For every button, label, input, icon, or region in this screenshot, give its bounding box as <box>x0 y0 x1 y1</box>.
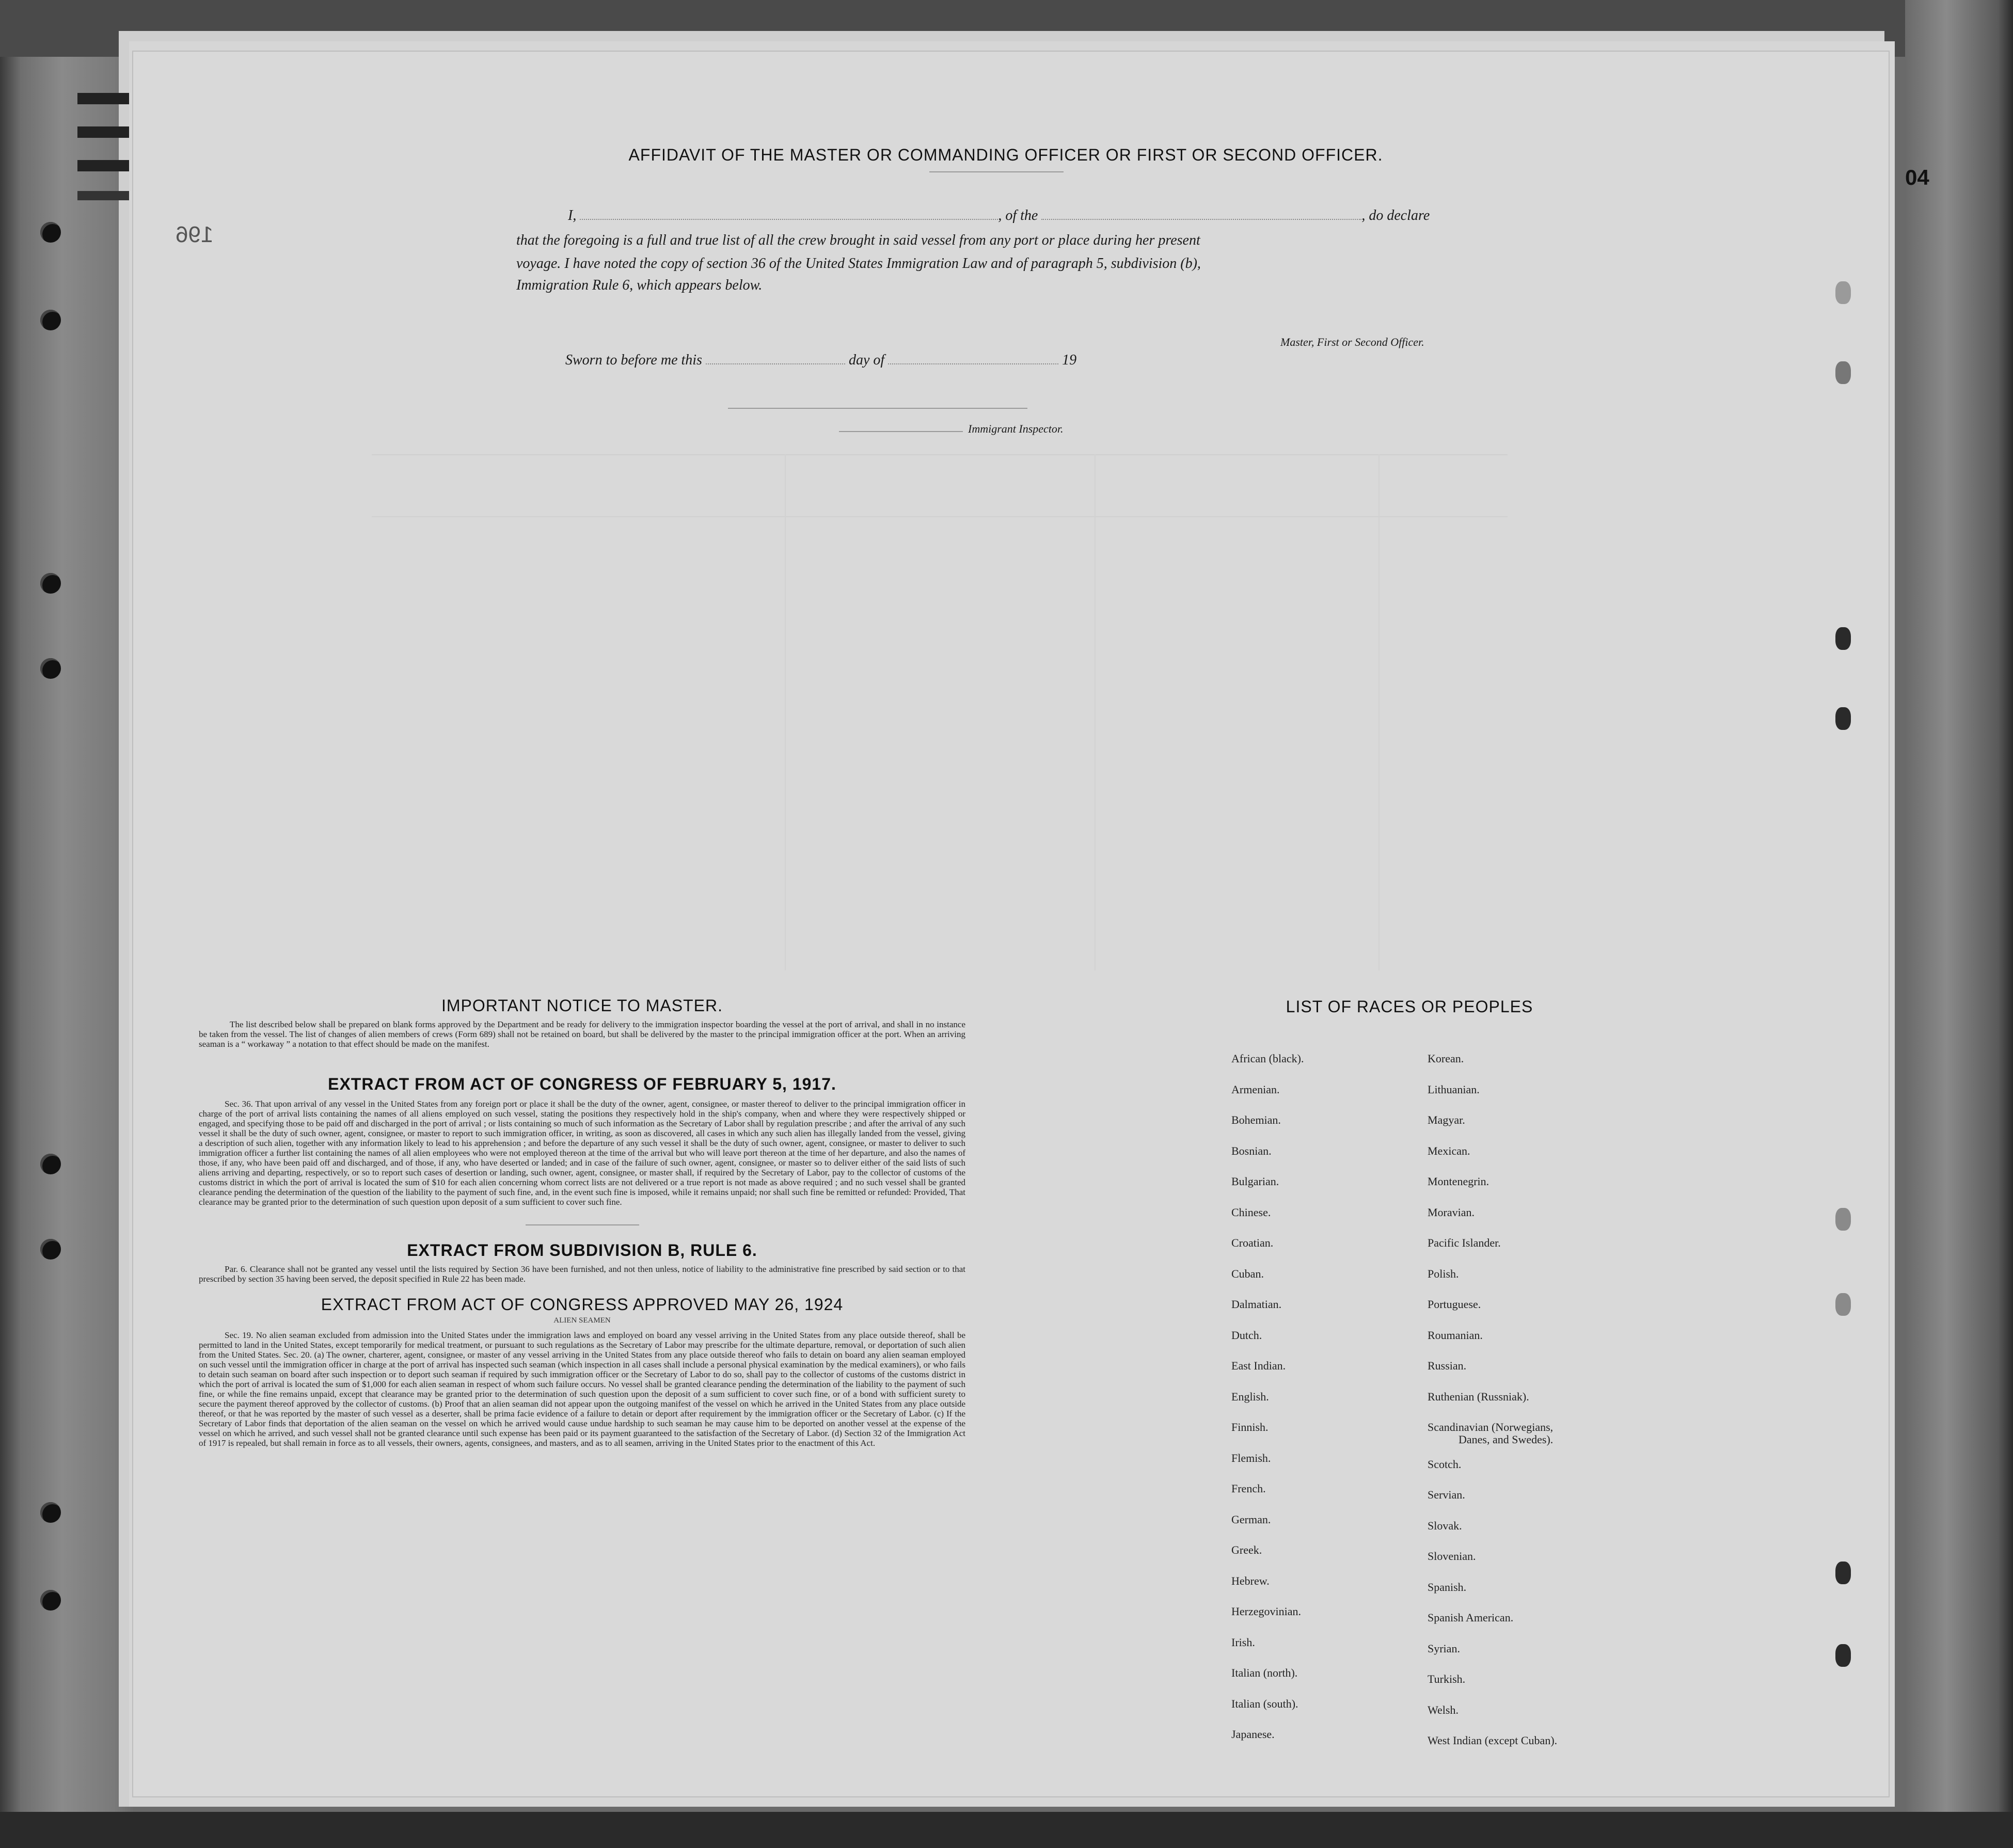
binder-hole <box>40 1154 61 1174</box>
name-blank[interactable] <box>580 219 998 220</box>
binder-hole <box>1835 1208 1851 1231</box>
race-item: Armenian. <box>1231 1082 1280 1096</box>
race-item: Chinese. <box>1231 1205 1271 1219</box>
year-prefix: 19 <box>1062 352 1077 368</box>
race-item: Russian. <box>1428 1359 1467 1372</box>
extract-1924-title: EXTRACT FROM ACT OF CONGRESS APPROVED MAY 26, 1924 <box>321 1295 844 1314</box>
race-item: Lithuanian. <box>1428 1082 1480 1096</box>
binder-hole <box>1835 1293 1851 1316</box>
race-item: Slovak. <box>1428 1519 1462 1532</box>
race-item: Italian (south). <box>1231 1697 1298 1710</box>
race-item: Hebrew. <box>1231 1574 1270 1587</box>
race-item: Pacific Islander. <box>1428 1236 1501 1249</box>
title-rule <box>929 171 1064 172</box>
race-item: Italian (north). <box>1231 1666 1298 1679</box>
race-item: Japanese. <box>1231 1728 1275 1741</box>
binder-hole <box>40 1502 61 1523</box>
race-item: French. <box>1231 1482 1266 1495</box>
affidavit-declare: , do declare <box>1361 208 1430 224</box>
race-item: Syrian. <box>1428 1642 1460 1655</box>
affidavit-i: I, <box>568 208 577 224</box>
race-item: Bulgarian. <box>1231 1175 1279 1188</box>
race-item: Polish. <box>1428 1267 1459 1280</box>
race-item: Dutch. <box>1231 1328 1262 1342</box>
race-item: African (black). <box>1231 1052 1304 1065</box>
notice-body: The list described below shall be prepared on blank forms approved by the Department and be ready for delivery to the immigration inspector boarding the vessel at the port of arrival, and shall in no instance be taken from the vessel. The list of changes of alien members of crews (Form 689) shall not be retained on board, but shall be delivered by the master to the principal immigration officer at the port. When an arriving seaman is a “ workaway ” a notation to that effect should be made on the manifest. <box>199 1019 965 1049</box>
race-item: Turkish. <box>1428 1672 1466 1685</box>
races-column-2 <box>1428 1052 1737 1754</box>
binder-stamp-mark <box>77 160 129 171</box>
affidavit-line3: voyage. I have noted the copy of section 36 of the United States Immigration Law and of paragraph 5, subdivision (b), <box>516 256 1201 272</box>
bleed-through-area <box>320 454 1559 970</box>
binder-hole <box>40 1590 61 1611</box>
binder-hole <box>1835 707 1851 730</box>
sworn-text: Sworn to before me this <box>565 352 702 368</box>
affidavit-line1 <box>568 208 1430 224</box>
binder-stamp-mark <box>77 126 129 138</box>
extract-1924-body: Sec. 19. No alien seaman excluded from admission into the United States under the immigration laws and employed on board any vessel arriving in the United States from any place outside thereof, shall be permitted to land in the United States, except temporarily for medical treatment, or pursuant to such regulations as the Secretary of Labor may prescribe for the ultimate departure, removal, or deportation of such alien from the United States. Sec. 20. (a) The owner, charterer, agent, consignee, or master of any vessel arriving in the United States from any place outside thereof who fails to detain on board any alien seaman employed on such vessel until the immigration officer in charge at the port of arrival has inspected such seaman (which inspection in all cases shall include a personal physical examination by the medical examiners), or who fails to detain such seaman on board after such inspection or to deport such seaman if required by such immigration officer or the Secretary of Labor to do so, shall pay to the collector of customs of the customs district in which the port of arrival is located the sum of $1,000 for each alien seaman in respect of whom such failure occurs. No vessel shall be granted clearance pending the determination of the liability to the payment of such fine, or while the fine remains unpaid, except that clearance may be granted prior to the determination of such question upon the deposit of a sum sufficient to cover such fine, or of a bond with sufficient surety to secure the payment thereof approved by the collector of customs. (b) Proof that an alien seaman did not appear upon the outgoing manifest of the vessel on which he arrived in the United States from any place outside thereof, or that he was reported by the master of such vessel as a deserter, shall be prima facie evidence of a failure to detain or deport after requirement by the immigration officer or the Secretary of Labor. (c) If the Secretary of Labor finds that deportation of the alien seaman on the vessel on which he arrived would cause undue hardship to such seaman he may cause him to be deported on another vessel at the expense of the vessel on which he arrived, and such vessel shall not be granted clearance until such expense has been paid or its payment guaranteed to the satisfaction of the Secretary of Labor. (d) Section 32 of the Immigration Act of 1917 is repealed, but shall remain in force as to all vessels, their owners, agents, consignees, and masters, and as to all seamen, arriving in the United States prior to the enactment of this Act. <box>199 1330 965 1448</box>
race-item: East Indian. <box>1231 1359 1286 1372</box>
day-blank[interactable] <box>706 363 845 364</box>
extract-1924-subtitle: ALIEN SEAMEN <box>553 1316 611 1325</box>
race-item: West Indian (except Cuban). <box>1428 1734 1558 1747</box>
extract-1917-title: EXTRACT FROM ACT OF CONGRESS OF FEBRUARY 5, 1917. <box>328 1075 836 1093</box>
binder-hole <box>1835 1644 1851 1667</box>
section-divider <box>526 1224 639 1225</box>
race-item: Croatian. <box>1231 1236 1274 1249</box>
margin-page-number: 196 <box>176 222 214 247</box>
binder-hole <box>40 658 61 679</box>
binder-hole <box>40 1239 61 1260</box>
race-item: Flemish. <box>1231 1451 1271 1464</box>
extract-1917-body: Sec. 36. That upon arrival of any vessel in the United States from any foreign port or place it shall be the duty of the owner, agent, consignee, or master thereof to deliver to the principal immigration officer in charge of the port of arrival lists containing the names of all aliens employed on such vessel, stating the positions they respectively hold in the ship's company, when and where they were respectively shipped or engaged, and specifying those to be paid off and discharged in the port of arrival ; or lists containing so much of such information as the Secretary of Labor shall by regulation prescribe ; and after the arrival of any such vessel it shall be the duty of such owner, agent, consignee, or master to report to such immigration officer, in writing, as soon as discovered, all cases in which any such alien has illegally landed from the vessel, giving a description of such alien, together with any information likely to lead to his apprehension ; and before the departure of any such vessel it shall be the duty of such owner, agent, consignee, or master to deliver to such immigration officer a further list containing the names of all alien employees who were not employed thereon at the time of the arrival but who will leave port thereon at the time of her departure, and also the names of those, if any, who have been paid off and discharged, and of those, if any, who have deserted or landed; and in case of the failure of such owner, agent, consignee, or master so to deliver either of the said lists of such aliens arriving and departing, respectively, or so to report such cases of desertion or landing, such owner, agent, consignee, or master shall, if required by the Secretary of Labor, pay to the collector of customs of the customs district in which the port of arrival is located the sum of $10 for each alien concerning whom correct lists are not delivered or a true report is not made as above required ; and no such vessel shall be granted clearance pending the determination of the question of the liability to the payment of such fine, and, in the event such fine is imposed, while it remains unpaid; nor shall such fine be remitted or refunded: Provided, That clearance may be granted prior to the determination of such question upon deposit of a sum sufficient to cover such fine. <box>199 1099 965 1207</box>
race-item: English. <box>1231 1390 1269 1403</box>
race-item: Bohemian. <box>1231 1113 1281 1126</box>
affidavit-line2: that the foregoing is a full and true list of all the crew brought in said vessel from any port or place during her present <box>516 232 1200 248</box>
inspector-label: Immigrant Inspector. <box>968 422 1064 435</box>
scan-bottom-edge <box>0 1812 2013 1848</box>
binder-hole <box>1835 627 1851 650</box>
affidavit-of-the: , of the <box>998 208 1038 224</box>
race-item: Moravian. <box>1428 1205 1475 1219</box>
notices-column <box>199 996 965 1448</box>
race-item: Korean. <box>1428 1052 1464 1065</box>
race-item: Cuban. <box>1231 1267 1264 1280</box>
race-item: Servian. <box>1428 1488 1465 1501</box>
race-item: Scotch. <box>1428 1457 1462 1471</box>
month-blank[interactable] <box>888 363 1058 364</box>
binder-hole <box>40 222 61 243</box>
binder-hole <box>1835 281 1851 304</box>
sworn-line <box>565 352 1076 369</box>
master-signature-label: Master, First or Second Officer. <box>1280 336 1424 348</box>
binder-hole <box>1835 361 1851 384</box>
margin-page-number: 04 <box>1905 165 1929 189</box>
affidavit-line4: Immigration Rule 6, which appears below. <box>516 277 763 293</box>
race-item: Dalmatian. <box>1231 1298 1282 1311</box>
race-item: Spanish. <box>1428 1580 1467 1594</box>
race-item: Herzegovinian. <box>1231 1605 1301 1618</box>
vessel-blank[interactable] <box>1041 219 1361 220</box>
binder-stamp-mark <box>77 93 129 104</box>
extract-rule6-body: Par. 6. Clearance shall not be granted any vessel until the lists required by Section 36 have been furnished, and not then unless, notice of liability to the administrative fine prescribed by said section or to that prescribed by section 35 having been served, the deposit specified in Rule 22 has been made. <box>199 1264 965 1284</box>
race-item: Irish. <box>1231 1635 1255 1649</box>
inspector-signature-line <box>728 408 1027 409</box>
races-title: LIST OF RACES OR PEOPLES <box>1286 997 1533 1016</box>
race-item: Bosnian. <box>1231 1144 1272 1157</box>
race-item: Spanish American. <box>1428 1611 1514 1624</box>
race-item: Mexican. <box>1428 1144 1470 1157</box>
affidavit-title: AFFIDAVIT OF THE MASTER OR COMMANDING OFFICER OR FIRST OR SECOND OFFICER. <box>628 146 1383 164</box>
extract-rule6-title: EXTRACT FROM SUBDIVISION B, RULE 6. <box>407 1241 757 1260</box>
day-of-text: day of <box>848 352 885 368</box>
binder-hole <box>1835 1562 1851 1584</box>
race-item-continuation: Danes, and Swedes). <box>1459 1433 1554 1446</box>
race-item: Magyar. <box>1428 1113 1465 1126</box>
race-item: Welsh. <box>1428 1703 1459 1716</box>
binder-hole <box>40 573 61 594</box>
race-item: German. <box>1231 1512 1271 1526</box>
race-item: Ruthenian (Russniak). <box>1428 1390 1529 1403</box>
race-item: Scandinavian (Norwegians, <box>1428 1421 1554 1433</box>
race-item: Portuguese. <box>1428 1298 1481 1311</box>
race-item: Slovenian. <box>1428 1550 1476 1563</box>
binder-hole <box>40 310 61 330</box>
race-item: Finnish. <box>1231 1421 1269 1433</box>
binder-stamp-mark <box>77 191 129 200</box>
race-item: Montenegrin. <box>1428 1175 1489 1188</box>
race-item: Greek. <box>1231 1543 1262 1556</box>
notice-title: IMPORTANT NOTICE TO MASTER. <box>441 996 723 1015</box>
inspector-short-line <box>839 431 963 432</box>
scan-right-edge <box>1905 0 2013 1848</box>
race-item: Roumanian. <box>1428 1328 1483 1342</box>
